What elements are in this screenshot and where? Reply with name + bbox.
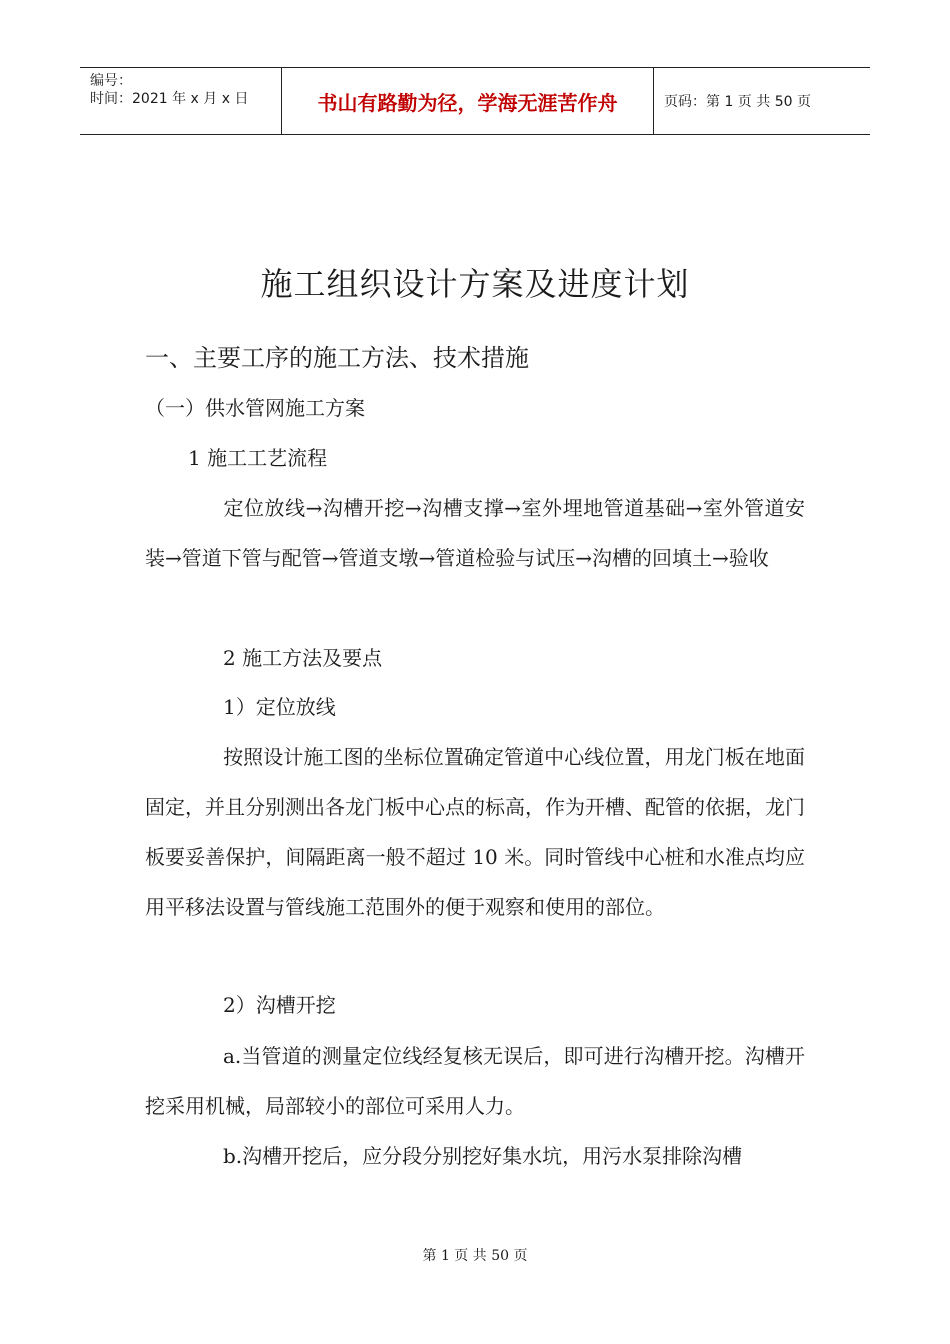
positioning-text: 按照设计施工图的坐标位置确定管道中心线位置，用龙门板在地面固定，并且分别测出各龙门板中心点的标高，作为开槽、配管的依据，龙门板要妥善保护，间隔距离一般不超过 10 米。同时管线中心桩和水准点均应用平移法设置与管线施工范围外的便于观察和使用的部位。 — [145, 745, 805, 919]
header-page-info: 页码：第 1 页 共 50 页 — [664, 94, 811, 110]
excavation-paragraph-a — [145, 1031, 805, 1131]
excavation-text-b: b.沟槽开挖后，应分段分别挖好集水坑，用污水泵排除沟槽 — [223, 1144, 743, 1168]
positioning-paragraph — [145, 732, 805, 932]
header-motto: 书山有路勤为径，学海无涯苦作舟 — [317, 90, 618, 115]
excavation-text-a: a.当管道的测量定位线经复核无误后，即可进行沟槽开挖。沟槽开挖采用机械，局部较小的部位可采用人力。 — [145, 1044, 805, 1118]
document-title: 施工组织设计方案及进度计划 — [260, 265, 690, 303]
document-code-label: 编号： — [90, 73, 132, 89]
header-meta-cell — [80, 68, 282, 134]
header-motto-cell — [282, 68, 654, 134]
step-heading-excavation: 2）沟槽开挖 — [223, 993, 336, 1017]
item-heading-process: 1 施工工艺流程 — [188, 446, 328, 470]
page-footer: 第 1 页 共 50 页 — [422, 1248, 528, 1264]
process-flow-text: 定位放线→沟槽开挖→沟槽支撑→室外埋地管道基础→室外管道安装→管道下管与配管→管道支墩→管道检验与试压→沟槽的回填土→验收 — [145, 496, 805, 570]
item-heading-methods: 2 施工方法及要点 — [223, 646, 383, 670]
process-flow-paragraph — [145, 483, 805, 583]
header-page-cell — [654, 68, 870, 134]
excavation-paragraph-b — [145, 1131, 805, 1181]
section-heading: 一、主要工序的施工方法、技术措施 — [145, 344, 529, 372]
step-heading-positioning: 1）定位放线 — [223, 695, 336, 719]
subsection-heading: （一）供水管网施工方案 — [145, 396, 365, 420]
document-date: 时间：2021 年 x 月 x 日 — [90, 91, 249, 107]
document-header — [80, 67, 870, 135]
